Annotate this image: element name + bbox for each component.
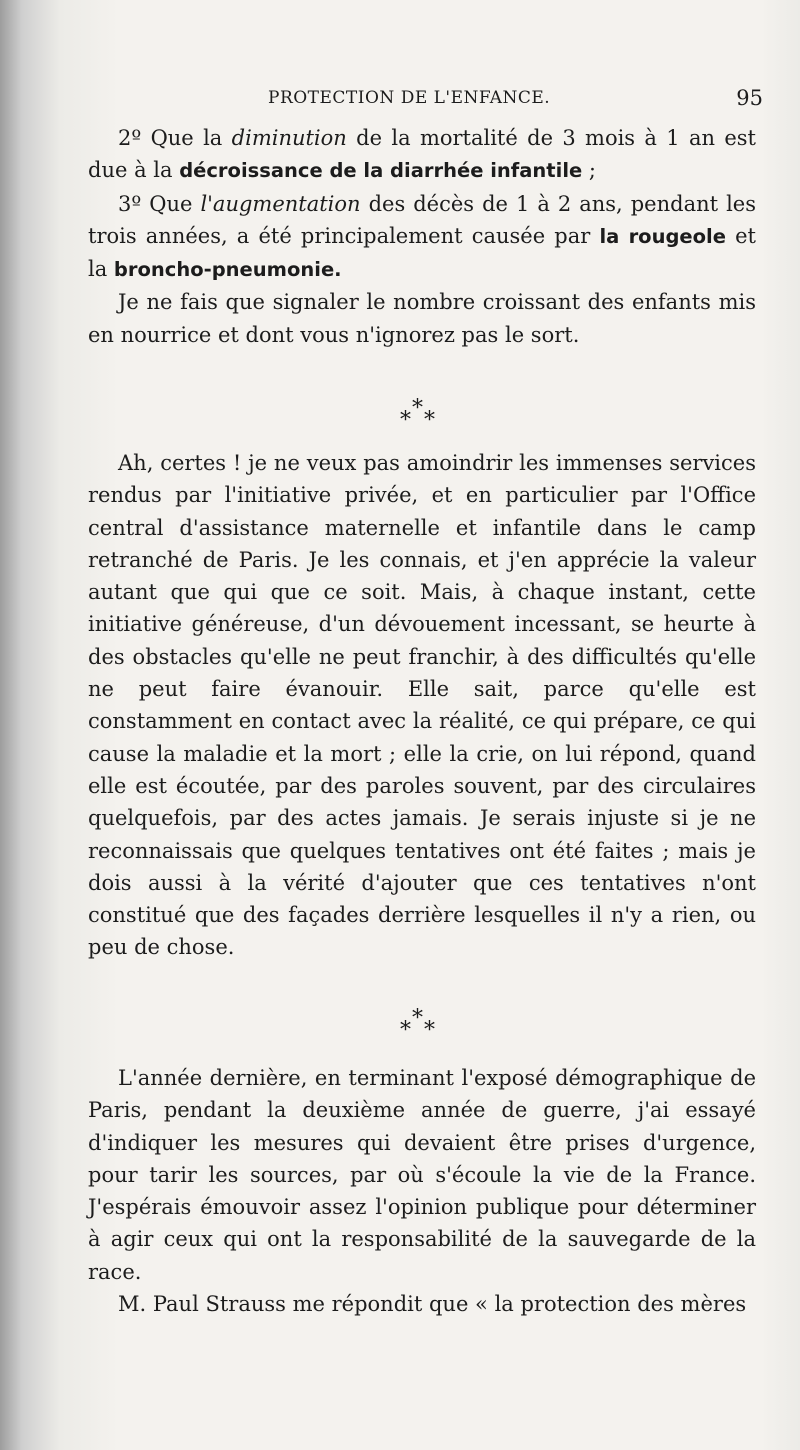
bold-text: décroissance de la diarrhée infantile xyxy=(179,159,583,183)
running-head: PROTECTION DE L'ENFANCE. xyxy=(268,88,551,108)
text-run: des décès de 1 à 2 ans, pendant les trois années, a été principalement causée par xyxy=(88,191,756,248)
text-run: de la mortalité de 3 mois à 1 an est due à la xyxy=(88,126,756,183)
paragraph xyxy=(88,188,756,287)
asterism-star: * xyxy=(400,1018,411,1043)
asterism-separator-2 xyxy=(388,1008,448,1048)
text-run: M. Paul Strauss me répondit que « la protection des mères xyxy=(118,1292,747,1317)
paragraph xyxy=(88,122,756,188)
bold-text: la rougeole xyxy=(599,224,726,248)
asterism-star: * xyxy=(424,408,435,433)
paragraph xyxy=(88,1288,756,1320)
asterism-separator-1 xyxy=(388,398,448,438)
page-number: 95 xyxy=(736,86,763,110)
asterism-star: * xyxy=(424,1018,435,1043)
paragraph xyxy=(88,1062,756,1288)
text-run: 2º Que la xyxy=(118,126,232,150)
text-block-3 xyxy=(88,1062,756,1320)
text-run: Ah, certes ! je ne veux pas amoindrir les immenses services rendus par l'initiative privée, et en particulier par l'Office central d'assistance maternelle et infantile dans le camp retranché de Paris. Je les connais, et j'en apprécie la valeur autant que qui que ce soit. Mais, à chaque instant, cette initiative généreuse, d'un dévouement incessant, se heurte à des obstacles qu'elle ne peut franchir, à des difficultés qu'elle ne peut faire évanouir. Elle sait, parce qu'elle est constamment en contact avec la réalité, ce qui prépare, ce qui cause la maladie et la mort ; elle la crie, on lui répond, quand elle est écoutée, par des paroles souvent, par des circulaires quelquefois, par des actes jamais. Je serais injuste si je ne reconnaissais que quelques tentatives ont été faites ; mais je dois aussi à la vérité d'ajouter que ces tentatives n'ont constitué que des façades derrière lesquelles il n'y a rien, ou peu de chose. xyxy=(88,451,756,960)
text-run: Je ne fais que signaler le nombre croissant des enfants mis en nourrice et dont vous n'ignorez pas le sort. xyxy=(88,290,756,347)
paragraph xyxy=(88,447,756,964)
asterism-star: * xyxy=(412,1006,423,1031)
bold-text: broncho-pneumonie. xyxy=(113,258,342,282)
text-run: ; xyxy=(582,158,596,183)
asterism-star: * xyxy=(400,408,411,433)
page-header xyxy=(88,86,768,116)
asterism-star: * xyxy=(412,396,423,421)
text-run: L'année dernière, en terminant l'exposé démographique de Paris, pendant la deuxième année de guerre, j'ai essayé d'indiquer les mesures qui devaient être prises d'urgence, pour tarir les sources, par où s'écoule la vie de la France. J'espérais émouvoir assez l'opinion publique pour déterminer à agir ceux qui ont la responsabilité de la sauvegarde de la race. xyxy=(88,1066,756,1284)
text-block-2 xyxy=(88,447,756,964)
italic-text: l'augmentation xyxy=(200,191,361,216)
text-run: 3º Que xyxy=(118,191,201,216)
text-run: et la xyxy=(88,223,756,282)
text-block-1 xyxy=(88,122,756,351)
italic-text: diminution xyxy=(231,126,347,150)
paragraph xyxy=(88,286,756,351)
